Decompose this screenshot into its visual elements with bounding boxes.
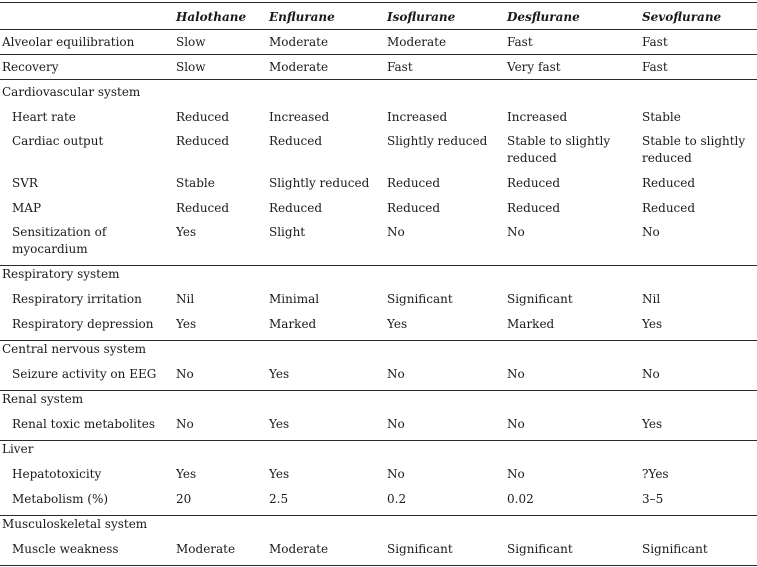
table-cell: No — [507, 467, 525, 481]
table-cell: Increased — [507, 110, 568, 124]
table-cell: Significant — [507, 542, 573, 556]
row-label: Renal toxic metabolites — [12, 417, 155, 431]
table-cell: Minimal — [269, 292, 320, 306]
table-cell: Increased — [387, 110, 448, 124]
table-cell: Moderate — [387, 35, 447, 49]
table-cell: Reduced — [176, 134, 230, 148]
column-header-sevoflurane: Sevoflurane — [642, 10, 722, 24]
table-cell: 3–5 — [642, 492, 664, 506]
table-rule — [0, 54, 757, 55]
table-cell: Fast — [642, 35, 668, 49]
row-label: Alveolar equilibration — [2, 35, 135, 49]
section-label: Liver — [2, 442, 34, 456]
table-cell: Fast — [642, 60, 668, 74]
table-cell: Slight — [269, 225, 306, 239]
column-header-halothane: Halothane — [176, 10, 247, 24]
column-header-isoflurane: Isoflurane — [387, 10, 456, 24]
table-cell: Reduced — [507, 201, 561, 215]
table-cell: Yes — [387, 317, 408, 331]
table-cell: Moderate — [269, 542, 329, 556]
table-cell: Significant — [507, 292, 573, 306]
table-cell: Significant — [642, 542, 708, 556]
table-cell: Stable to slightly reduced — [507, 134, 611, 165]
table-cell: Yes — [269, 417, 290, 431]
table-cell: No — [387, 225, 405, 239]
section-label: Musculoskeletal system — [2, 517, 148, 531]
row-label: Heart rate — [12, 110, 76, 124]
row-label: Respiratory irritation — [12, 292, 142, 306]
table-cell: Significant — [387, 292, 453, 306]
row-label: Hepatotoxicity — [12, 467, 102, 481]
row-label: MAP — [12, 201, 42, 215]
table-cell: Reduced — [176, 110, 230, 124]
column-header-enflurane: Enflurane — [269, 10, 335, 24]
table-cell: No — [642, 367, 660, 381]
row-label: SVR — [12, 176, 38, 190]
table-cell: No — [507, 225, 525, 239]
table-cell: Yes — [176, 317, 197, 331]
table-cell: No — [176, 367, 194, 381]
table-cell: Reduced — [387, 176, 441, 190]
table-cell: Moderate — [269, 60, 329, 74]
row-label: Cardiac output — [12, 134, 104, 148]
table-cell: Fast — [387, 60, 413, 74]
table-cell: Reduced — [269, 201, 323, 215]
table-rule — [0, 79, 757, 80]
table-cell: Marked — [269, 317, 317, 331]
table-cell: ?Yes — [642, 467, 669, 481]
table-cell: Yes — [642, 317, 663, 331]
table-cell: Reduced — [642, 201, 696, 215]
table-cell: No — [507, 367, 525, 381]
table-cell: Reduced — [387, 201, 441, 215]
table-cell: 0.02 — [507, 492, 534, 506]
table-cell: 20 — [176, 492, 192, 506]
table-cell: Reduced — [507, 176, 561, 190]
table-cell: Nil — [176, 292, 195, 306]
table-cell: No — [507, 417, 525, 431]
table-cell: Increased — [269, 110, 330, 124]
section-label: Respiratory system — [2, 267, 120, 281]
table-cell: Nil — [642, 292, 661, 306]
row-label: Respiratory depression — [12, 317, 154, 331]
table-rule — [0, 565, 757, 566]
table-rule — [0, 440, 757, 441]
section-label: Renal system — [2, 392, 84, 406]
table-cell: Stable — [642, 110, 681, 124]
row-label: Recovery — [2, 60, 59, 74]
table-cell: Slightly reduced — [387, 134, 488, 148]
section-label: Cardiovascular system — [2, 85, 141, 99]
table-cell: Stable to slightly reduced — [642, 134, 746, 165]
table-cell: No — [387, 467, 405, 481]
row-label: Sensitization of myocardium — [12, 225, 107, 256]
table-cell: Moderate — [176, 542, 236, 556]
table-cell: Yes — [642, 417, 663, 431]
table-cell: Very fast — [507, 60, 561, 74]
row-label: Seizure activity on EEG — [12, 367, 157, 381]
table-cell: No — [387, 367, 405, 381]
table-cell: Fast — [507, 35, 533, 49]
table-cell: Reduced — [176, 201, 230, 215]
table-cell: Yes — [176, 225, 197, 239]
row-label: Metabolism (%) — [12, 492, 109, 506]
table-cell: Marked — [507, 317, 555, 331]
table-rule — [0, 2, 757, 3]
table-cell: Yes — [269, 467, 290, 481]
table-rule — [0, 29, 757, 30]
table-cell: No — [642, 225, 660, 239]
table-cell: 0.2 — [387, 492, 407, 506]
table-cell: Yes — [176, 467, 197, 481]
section-label: Central nervous system — [2, 342, 147, 356]
table-cell: Reduced — [269, 134, 323, 148]
table-rule — [0, 390, 757, 391]
table-cell: No — [176, 417, 194, 431]
column-header-desflurane: Desflurane — [507, 10, 580, 24]
table-cell: Slightly reduced — [269, 176, 370, 190]
table-cell: Slow — [176, 60, 206, 74]
table-cell: Slow — [176, 35, 206, 49]
table-cell: No — [387, 417, 405, 431]
table-cell: Reduced — [642, 176, 696, 190]
table-cell: Moderate — [269, 35, 329, 49]
table-cell: Yes — [269, 367, 290, 381]
table-cell: Significant — [387, 542, 453, 556]
table-cell: Stable — [176, 176, 215, 190]
table-cell: 2.5 — [269, 492, 289, 506]
row-label: Muscle weakness — [12, 542, 119, 556]
